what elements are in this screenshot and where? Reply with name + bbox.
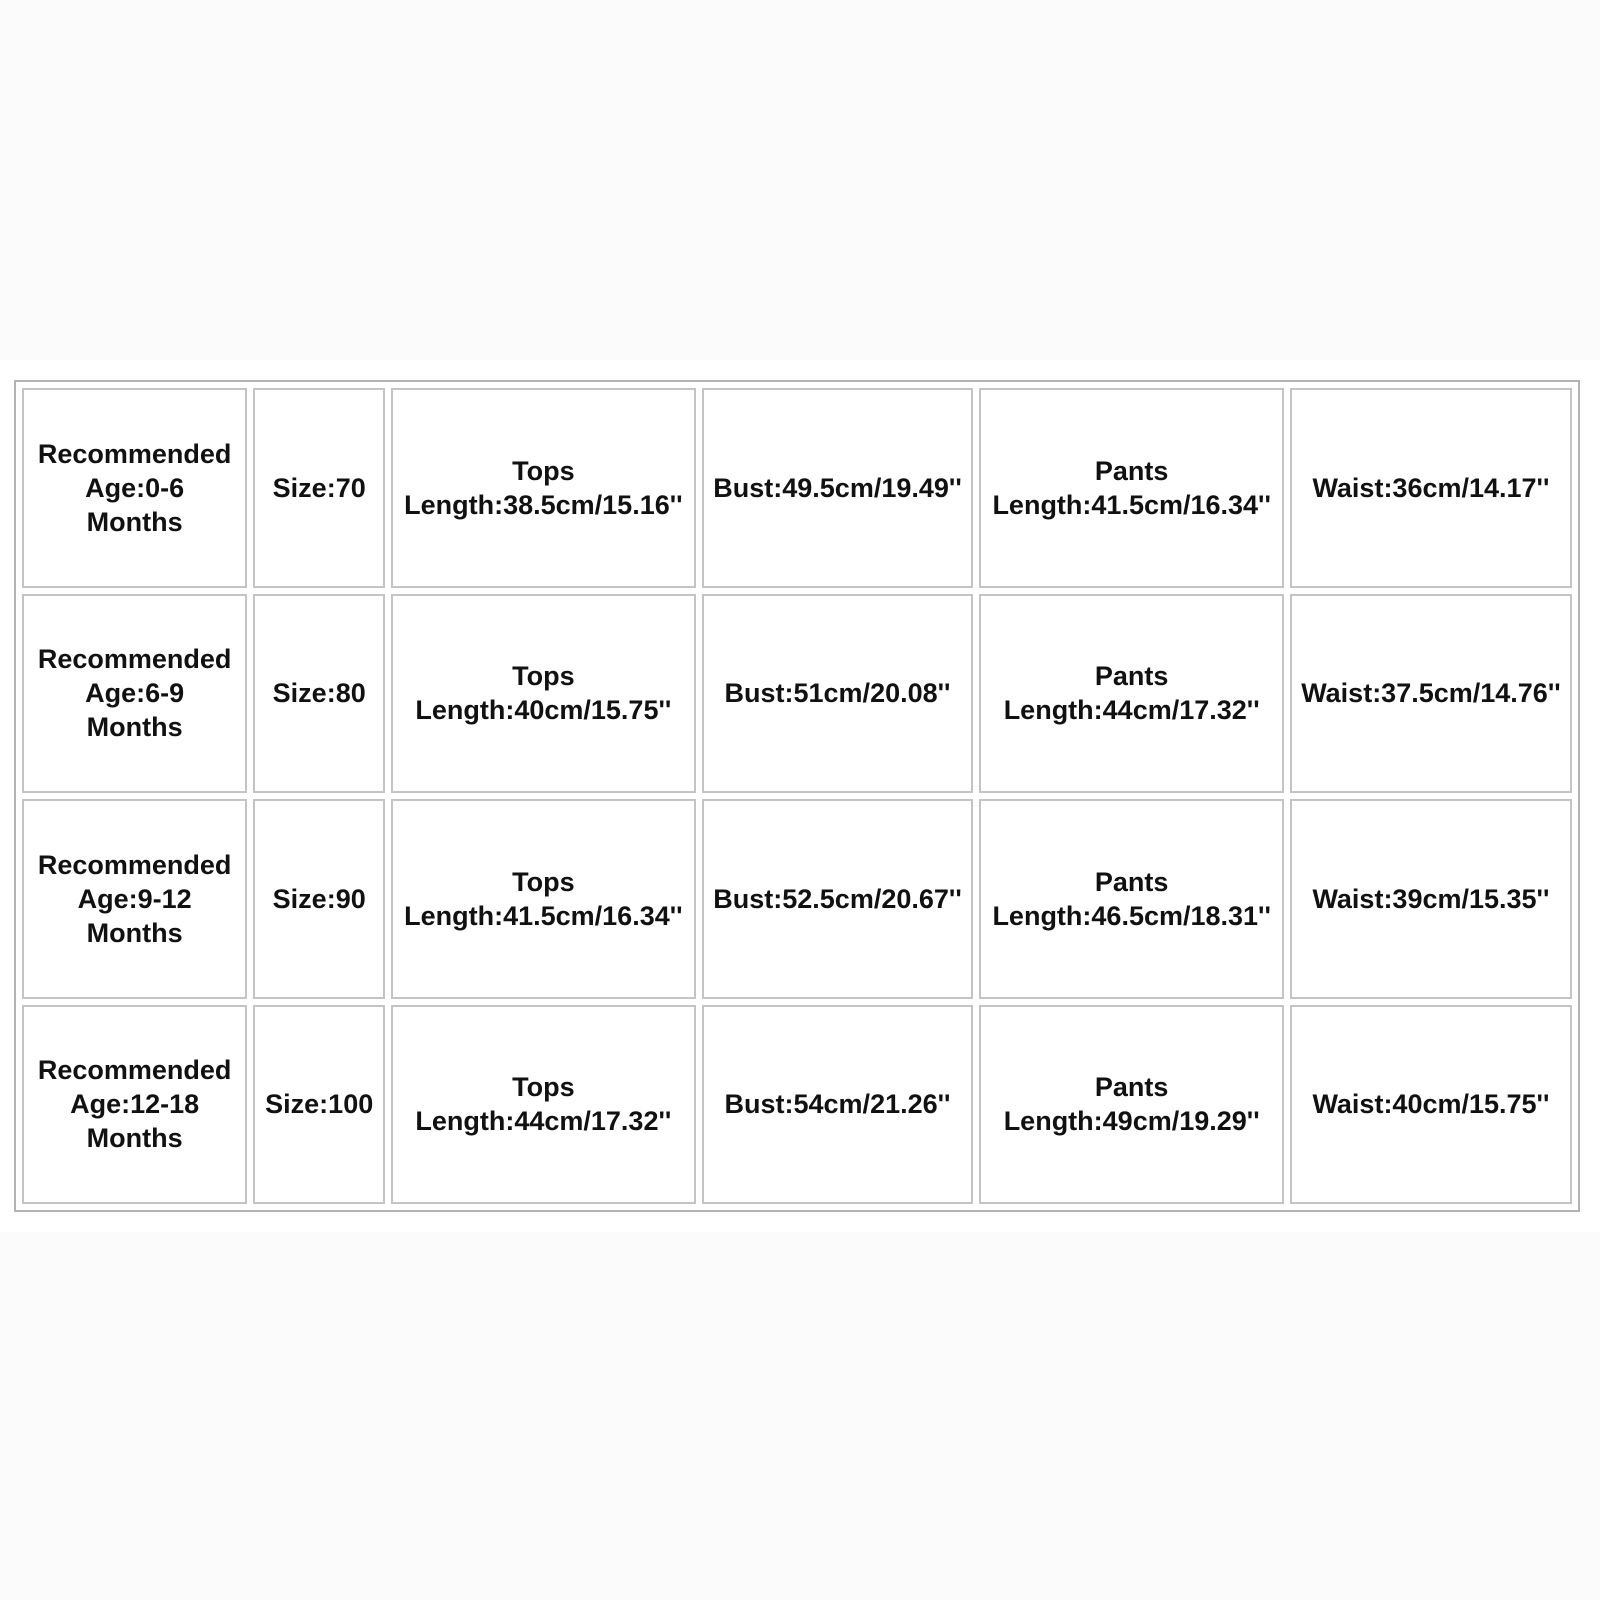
age-label-line: Recommended [37,849,232,880]
size-cell [253,799,385,999]
pants-label: Pants [1094,866,1169,897]
tops-length-value: Length:40cm/15.75'' [415,695,672,726]
size-value: Size:80 [272,678,366,709]
table-row [22,799,1572,999]
age-label-line: Recommended [37,644,232,675]
waist-cell [1290,1005,1572,1205]
tops-label: Tops [512,661,575,692]
waist-cell [1290,594,1572,794]
tops-length-cell [391,799,695,999]
tops-label: Tops [512,455,575,486]
pants-length-cell [979,1005,1283,1205]
tops-length-value: Length:44cm/17.32'' [415,1106,672,1137]
age-cell [22,594,247,794]
age-range-line: Age:9-12 [77,883,192,914]
waist-cell [1290,799,1572,999]
age-cell [22,1005,247,1205]
size-value: Size:70 [272,472,366,503]
pants-label: Pants [1094,455,1169,486]
age-cell [22,388,247,588]
size-value: Size:100 [265,1089,374,1120]
pants-length-value: Length:41.5cm/16.34'' [992,489,1271,520]
age-label-line: Recommended [37,1055,232,1086]
age-unit-line: Months [86,1123,183,1154]
size-cell [253,1005,385,1205]
pants-label: Pants [1094,661,1169,692]
bust-cell [702,594,974,794]
tops-length-value: Length:41.5cm/16.34'' [404,900,683,931]
pants-length-cell [979,594,1283,794]
size-value: Size:90 [272,883,366,914]
waist-value: Waist:37.5cm/14.76'' [1301,678,1561,709]
pants-length-value: Length:46.5cm/18.31'' [992,900,1271,931]
waist-value: Waist:40cm/15.75'' [1312,1089,1550,1120]
pants-length-cell [979,388,1283,588]
table-row [22,388,1572,588]
age-label-line: Recommended [37,438,232,469]
waist-value: Waist:39cm/15.35'' [1312,883,1550,914]
tops-label: Tops [512,1072,575,1103]
age-unit-line: Months [86,917,183,948]
age-cell [22,799,247,999]
tops-length-cell [391,1005,695,1205]
waist-value: Waist:36cm/14.17'' [1312,472,1550,503]
pants-label: Pants [1094,1072,1169,1103]
bust-cell [702,1005,974,1205]
age-range-line: Age:6-9 [85,678,185,709]
bust-value: Bust:54cm/21.26'' [724,1089,951,1120]
pants-length-value: Length:49cm/19.29'' [1003,1106,1260,1137]
tops-length-value: Length:38.5cm/15.16'' [404,489,683,520]
age-unit-line: Months [86,506,183,537]
tops-length-cell [391,388,695,588]
tops-length-cell [391,594,695,794]
pants-length-value: Length:44cm/17.32'' [1003,695,1260,726]
age-unit-line: Months [86,712,183,743]
bust-value: Bust:52.5cm/20.67'' [713,883,962,914]
pants-length-cell [979,799,1283,999]
table-row [22,594,1572,794]
size-cell [253,594,385,794]
bust-cell [702,388,974,588]
size-chart-table [14,380,1580,1212]
tops-label: Tops [512,866,575,897]
bust-value: Bust:49.5cm/19.49'' [713,472,962,503]
size-cell [253,388,385,588]
age-range-line: Age:0-6 [85,472,185,503]
bust-value: Bust:51cm/20.08'' [724,678,951,709]
waist-cell [1290,388,1572,588]
age-range-line: Age:12-18 [70,1089,200,1120]
bust-cell [702,799,974,999]
table-row [22,1005,1572,1205]
